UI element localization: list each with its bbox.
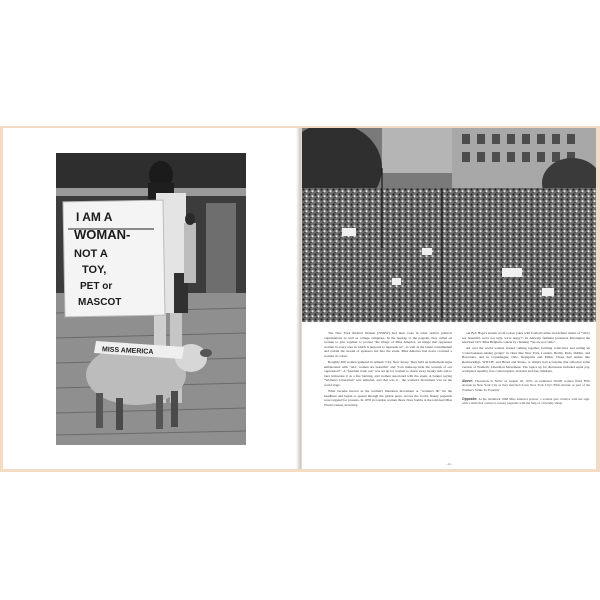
paragraph: All over the world women started coming together, forming collectives and setting up "consciousness-raising groups" in cities like New York, London, Berlin, Paris, Dublin, and Barcelona, and in Copenhagen, Oslo, Reykjavik and Milan. Those had names like Redstockings, WITCH, and Bread and Roses, or simply had acronyms that reflected some version of Women's Liberation Movement. The topics up for discussion included equal pay, workplace equality, free contraception, abortion and free childcare. [462,346,590,374]
caption-text: Thousands in NOW on August 26, 1970, an estimated 50,000 women filled Fifth Avenue in New York City as they marched down New York City's Fifth Avenue as part of the Women's Strike for Equality. [462,378,591,392]
body-text [324,331,590,409]
paragraph: The New York Radical Women (NYRW) had their roots in other radical political organisations as well as college campuses. In the lead-up to the pageant, they called on women to join together to protest "the image of Miss America, an image that oppresses women in every area in which it purports to represent us", as well as the latent consumerism and racism the stream of sponsors fed into the event. Miss America had never crowned a woman of colour. [324,331,452,358]
caption-opposite [462,397,590,406]
left-page [3,128,298,469]
sign-line-4: TOY, [82,264,107,276]
sign-line-3: NOT A [74,248,108,260]
paragraph: What became known as the women's liberation movement or "women's lib" hit the headlines and began to spread through the global press. Across the world, beauty pageants were targeted for protests. In 1970 in London women threw flour bombs at the televised Miss World contest, drowning [324,389,452,407]
sign-line-1: I AM A [76,210,113,224]
page-number: - 44 - [445,462,453,466]
sheep-sash-text: MISS AMERICA [101,346,154,356]
caption-label: Above: [462,378,474,383]
caption-above [462,379,590,392]
paragraph: Roughly 400 women gathered in Atlantic City, New Jersey. They held up homemade signs emblazoned with "ALL women are beautiful" and "Can make-up hide the wounds of our oppression?". A "freedom trash can" was set up for women to chuck away beauty aids and to later incinerate it as a fire burning, and women associated with the event. A banner saying "Women's Liberation" was unfurled, and that was it - the women's movement was on the world stage. [324,360,452,388]
protest-photo-sign-sheep [56,153,246,445]
sign-line-5: PET or [80,281,113,292]
march-crowd-photo [302,128,596,322]
text-column-2 [462,331,590,409]
right-page [302,128,596,469]
sign-line-2: WOMAN- [74,227,131,242]
book-spread [0,126,600,472]
paragraph: out Bob Hope's stream of off-colour jokes with football rattles and defiant chants of "We're not beautiful, we're not ugly, we're angry!". In Antwerp feminist protesters interrupted the televised 1971 Miss Belgium contest by chanting "We are not cattle". [462,331,590,345]
text-column-1 [324,331,452,409]
caption-label: Opposite: [462,397,478,402]
sign-line-6: MASCOT [78,297,122,308]
caption-text: At the landmark 1968 Miss America protest, a woman gets creative with her sign, with a lamb that a mascot, beauty pageants with the help of a friendly sheep. [462,397,590,406]
